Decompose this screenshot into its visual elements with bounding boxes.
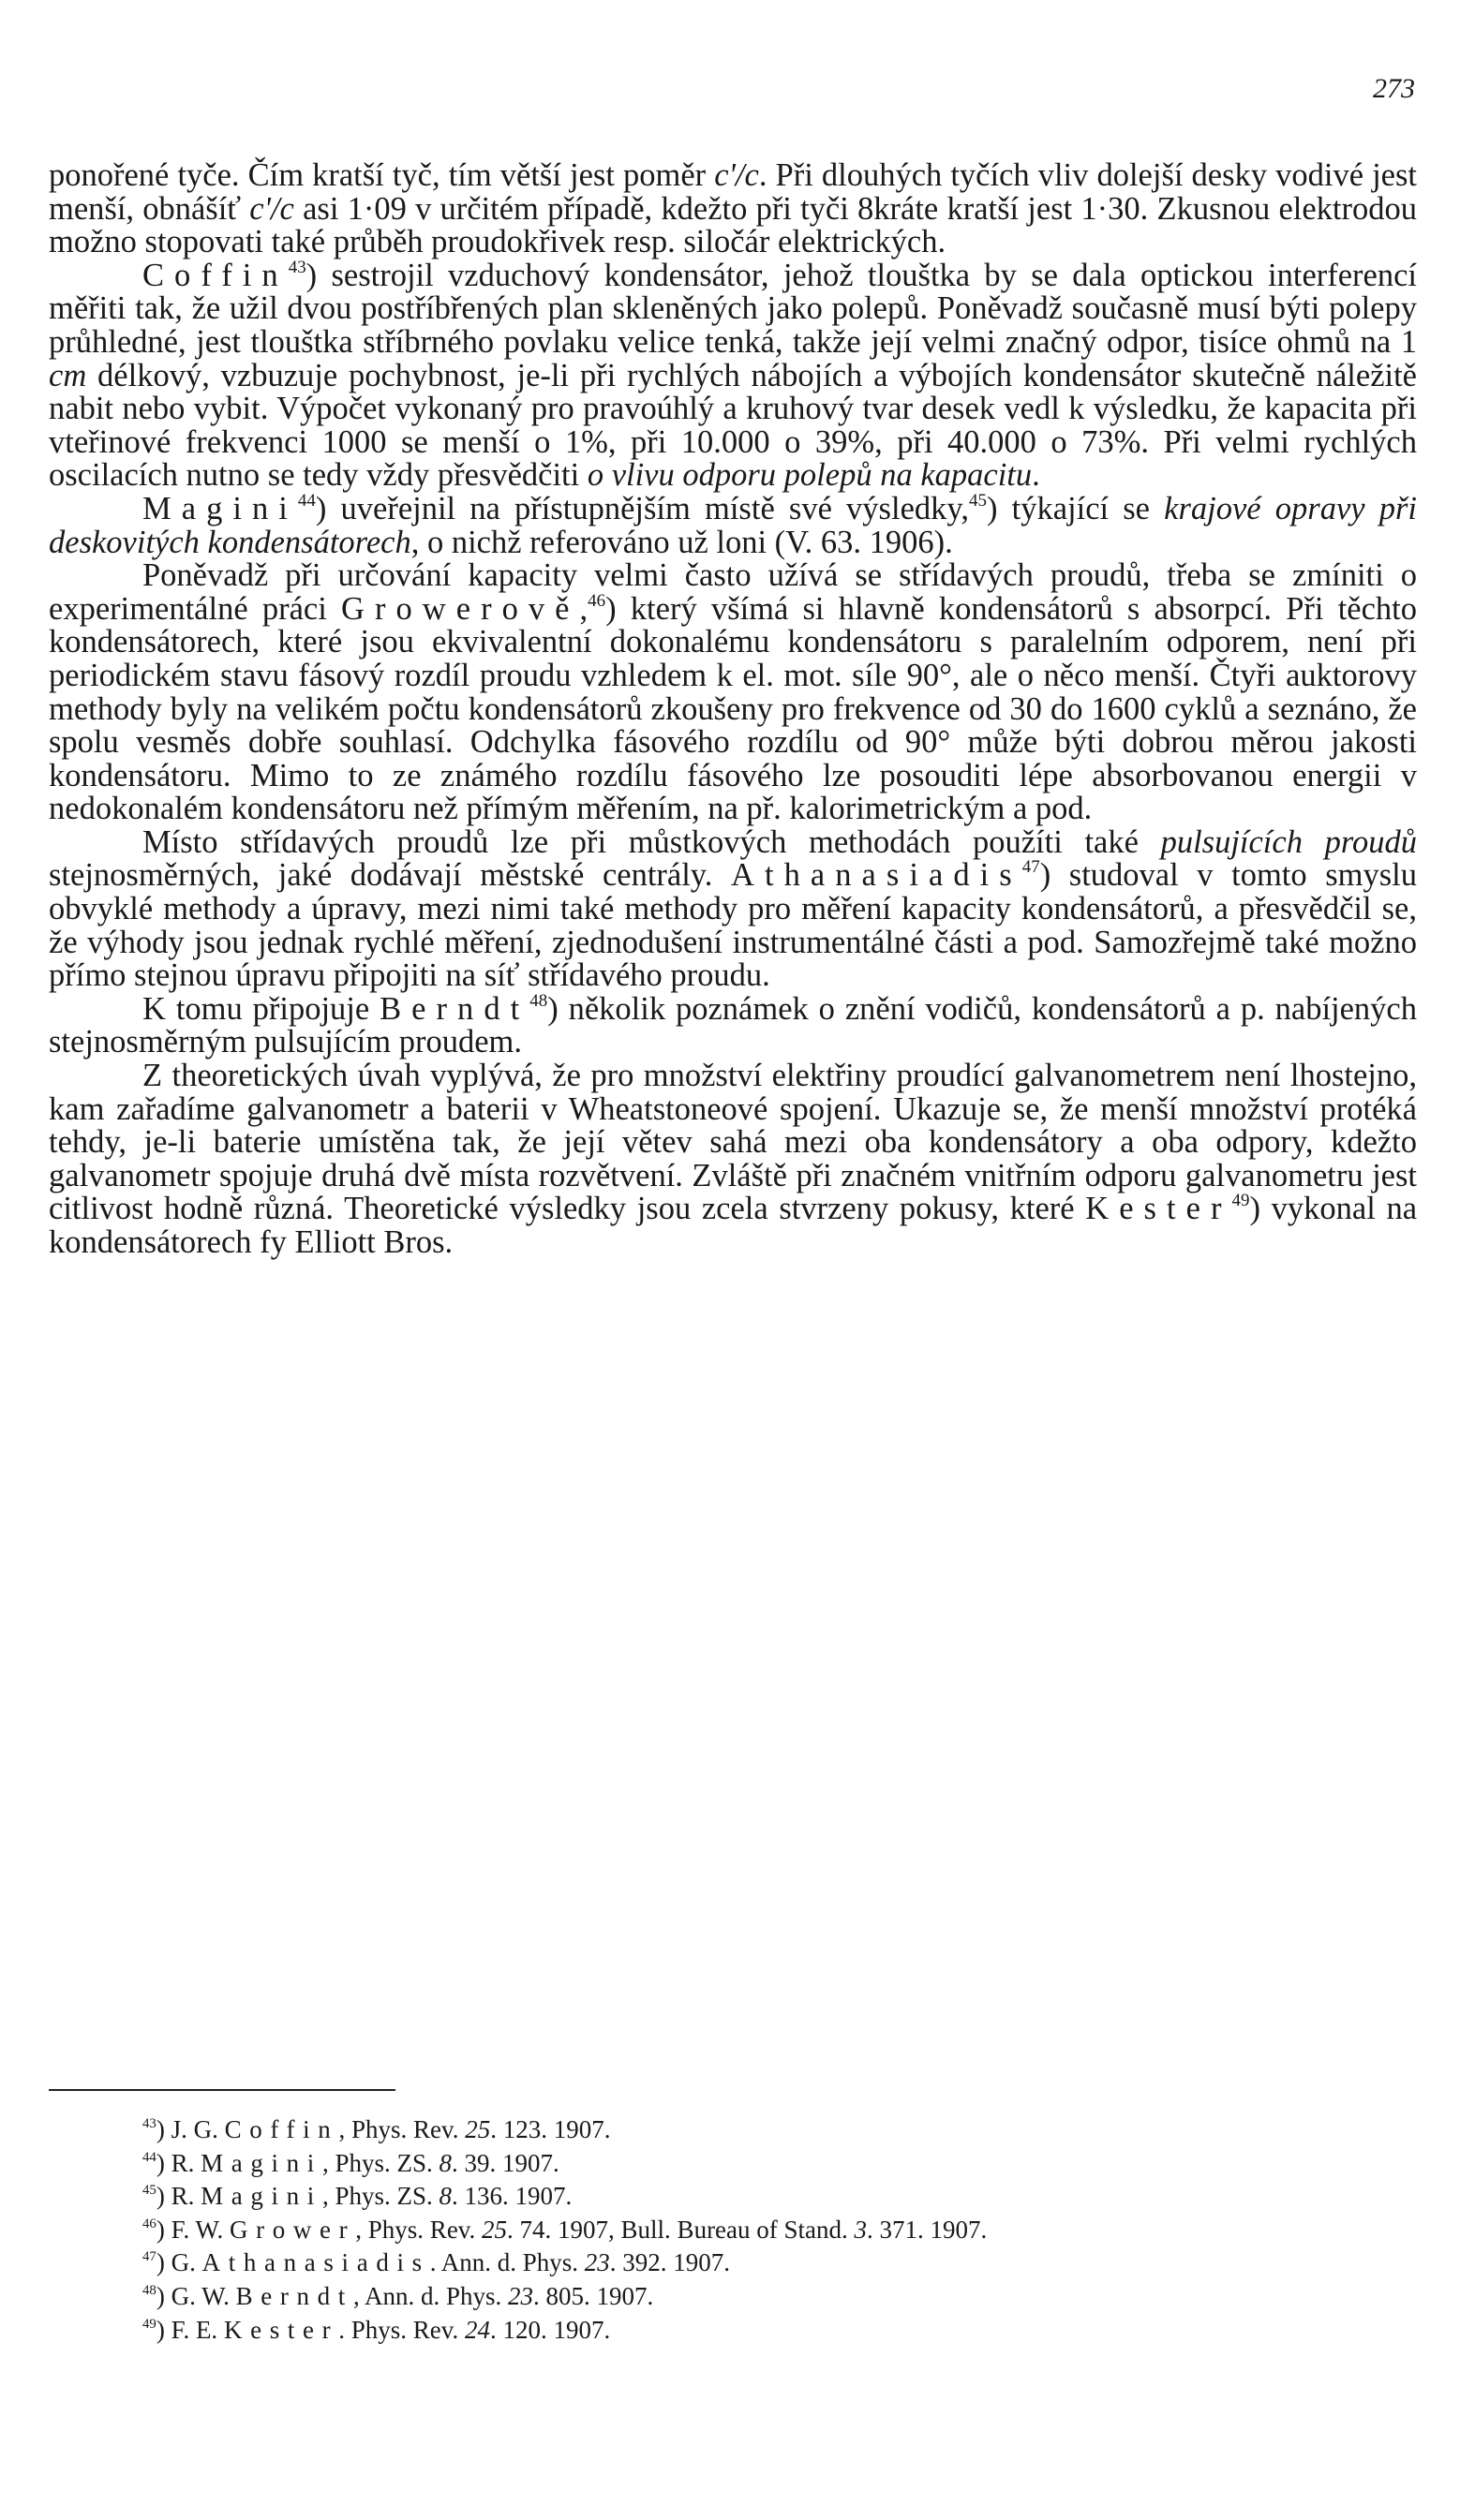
paragraph [49,259,1417,493]
text-run: ponořené tyče. Čím kratší tyč, tím větší jest poměr [49,157,715,193]
text-run: ) G. [156,2248,202,2277]
text-run: Z theoretických úvah vyplývá, že pro množství elektřiny proudící galvanometrem není lhostejno, kam zařadíme galvanometr a baterii v Wheatstoneové spojení. Ukazuje se, že menší množství protéká tehdy, je-li baterie umístěna tak, že její větev sahá mezi oba kondensátory a oba odpory, kdežto galvanometr spojuje druhá dvě místa rozvětvení. Zvláště při značném vnitřním odporu galvanometru jest citlivost hodně různá. Theoretické výsledky jsou zcela stvrzeny pokusy, které [49,1058,1417,1227]
text-run: ) uveřejnil na přístupnějším místě své výsledky, [315,490,970,526]
italic-text: 3 [854,2215,868,2244]
text-run: . Při dlouhých tyčích vliv dolejší desky vodivé jest menší, obnášíť [49,157,1418,227]
text-run: . 39. 1907. [451,2148,559,2177]
footnote-ref: 43 [142,2115,156,2131]
page-number: 273 [1373,73,1415,104]
text-run: Místo střídavých proudů lze při můstkových methodách použíti také [142,823,1161,860]
footnote [49,2147,1417,2181]
footnote-ref: 44 [297,490,316,511]
text-run: ) studoval v tomto smyslu obvyklé methody a úpravy, mezi nimi také methody pro měření kapacity kondensátorů, a přesvědčil se, že výhody jsou jednak rychlé měření, zjednodušení instrumentálné části a pod. Samozřejmě také možno přímo stejnou úpravu připojiti na síť střídavého proudu. [49,857,1417,994]
paragraph [49,1060,1417,1260]
text-run: délkový, vzbuzuje pochybnost, je-li při rychlých nábojích a výbojích kondensátor skutečně náležitě nabit nebo vybit. Výpočet vykonaný pro pravoúhlý a kruhový tvar desek vedl k výsledku, že kapacita při vteřinové frekvenci 1000 se menší o 1%, při 10.000 o 39%, při 40.000 o 73%. Při velmi rychlých oscilacích nutno se tedy vždy přesvědčiti [49,357,1417,494]
author-name: Magini [142,490,298,526]
italic-text: 8 [439,2182,452,2211]
text-run: . 371. 1907. [867,2215,988,2244]
italic-text: cm [49,357,87,393]
footnote-ref: 46 [588,590,606,611]
italic-text: 24 [465,2315,491,2344]
footnote-ref: 45 [142,2183,156,2199]
footnote-ref: 49 [1231,1191,1250,1211]
italic-text: 25 [482,2215,508,2244]
text-run: ) R. [156,2182,201,2211]
footnote [49,2246,1417,2280]
author-name: Coffin [224,2115,339,2143]
italic-text: 8 [439,2148,452,2177]
author-name: Growerově [340,590,580,627]
footnote-ref: 43 [288,257,306,277]
author-name: Magini [201,2182,322,2211]
author-name: Coffin [142,257,289,293]
author-name: Grower [229,2215,356,2244]
footnote [49,2314,1417,2348]
text-run: , Ann. d. Phys. [352,2281,508,2310]
text-run: , Phys. Rev. [338,2115,466,2143]
author-name: Kester [1085,1191,1232,1227]
footnotes [49,2113,1417,2347]
author-name: Berndt [235,2281,353,2310]
text-run: . Ann. d. Phys. [429,2248,585,2277]
footnote-divider [49,2089,395,2091]
italic-text: 23 [584,2248,610,2277]
text-run: ) který všímá si hlavně kondensátorů s absorpcí. Při těchto kondensátorech, které jsou ekvivalentní dokonalému kondensátoru s paralelním odporem, není při periodickém stavu fásový rozdíl proudu vzhledem k el. mot. síle 90°, ale o něco menší. Čtyři auktorovy methody byly na velikém počtu kondensátorů zkoušeny pro frekvence od 30 do 1600 cyklů a seznáno, že spolu vesměs dobře souhlasí. Odchylka fásového rozdílu od 90° může býti dobrou měrou jakosti kondensátoru. Mimo to ze známého rozdílu fásového lze posouditi lépe absorbovanou energii v nedokonalém kondensátoru než přímým měřením, na př. kalorimetrickým a pod. [49,590,1417,827]
footnote-ref: 49 [142,2316,156,2332]
paragraph [49,559,1417,826]
footnote [49,2113,1417,2147]
footnote [49,2180,1417,2214]
footnote-ref: 48 [142,2282,156,2298]
body-text [49,159,1417,1260]
italic-text: c'/c [249,190,294,227]
footnote [49,2280,1417,2314]
text-run: . 74. 1907, Bull. Bureau of Stand. [507,2215,855,2244]
paragraph [49,823,1417,994]
text-run: , o nichž referováno už loni (V. 63. 1906). [410,524,953,560]
text-run: , Phys. ZS. [321,2182,439,2211]
text-run: asi 1·09 v určitém případě, kdežto při tyči 8kráte kratší jest 1·30. Zkusnou elektrodou možno stopovati také průběh proudokřivek resp. siločár elektrických. [49,190,1417,260]
text-run: , Phys. Rev. [355,2215,483,2244]
text-run: . 805. 1907. [532,2281,654,2310]
paragraph [49,490,1417,560]
italic-text: 25 [465,2115,491,2143]
text-run: K tomu připojuje [142,990,380,1027]
text-run: ) vykonal na kondensátorech fy Elliott Bros. [49,1191,1418,1260]
italic-text: 23 [507,2281,533,2310]
text-run: stejnosměrných, jaké dodávají městské centrály. [49,857,732,894]
text-run: . 136. 1907. [451,2182,573,2211]
text-run: . 120. 1907. [490,2315,611,2344]
text-run: . 123. 1907. [490,2115,611,2143]
footnote-ref: 46 [142,2216,156,2231]
text-run: Poněvadž při určování kapacity velmi často užívá se střídavých proudů, třeba se zmíniti o experimentálné práci [49,557,1417,627]
text-run: . Phys. Rev. [338,2315,466,2344]
footnote-ref: 45 [969,490,987,511]
footnote-ref: 47 [142,2249,156,2265]
italic-text: o vlivu odporu polepů na kapacitu [587,457,1033,494]
text-run: ) týkající se [986,490,1165,526]
author-name: Kester [223,2315,339,2344]
text-run: ) sestrojil vzduchový kondensátor, jehož tlouštka by se dala optickou interferencí měřiti tak, že užil dvou postříbřených plan skleněných jako polepů. Poněvadž současně musí býti polepy průhledné, jest tlouštka stříbrného povlaku velice tenká, takže její velmi značný odpor, tisíce ohmů na 1 [49,257,1417,360]
italic-text: c'/c [714,157,759,193]
text-run: . 392. 1907. [609,2248,731,2277]
text-run: , [579,590,588,627]
author-name: Athanasiadis [201,2248,430,2277]
footnote-ref: 47 [1021,857,1040,878]
author-name: Athanasiadis [731,857,1022,894]
text-run: ) F. W. [156,2215,230,2244]
paragraph [49,159,1417,259]
footnote-ref: 44 [142,2149,156,2165]
paragraph [49,990,1417,1060]
author-name: Berndt [380,990,530,1027]
italic-text: pulsujících proudů [1160,823,1417,860]
footnote-ref: 48 [529,990,548,1011]
author-name: Magini [201,2148,322,2177]
text-run: ) R. [156,2148,201,2177]
text-run: , Phys. ZS. [321,2148,439,2177]
italic-text: krajové opravy při deskovitých kondensátorech [49,490,1417,560]
text-run: ) J. G. [156,2115,225,2143]
text-run: . [1032,457,1040,494]
footnote [49,2214,1417,2247]
text-run: ) F. E. [156,2315,224,2344]
text-run: ) několik poznámek o znění vodičů, kondensátorů a p. nabíjených stejnosměrným pulsujícím proudem. [49,990,1417,1060]
text-run: ) G. W. [156,2281,236,2310]
